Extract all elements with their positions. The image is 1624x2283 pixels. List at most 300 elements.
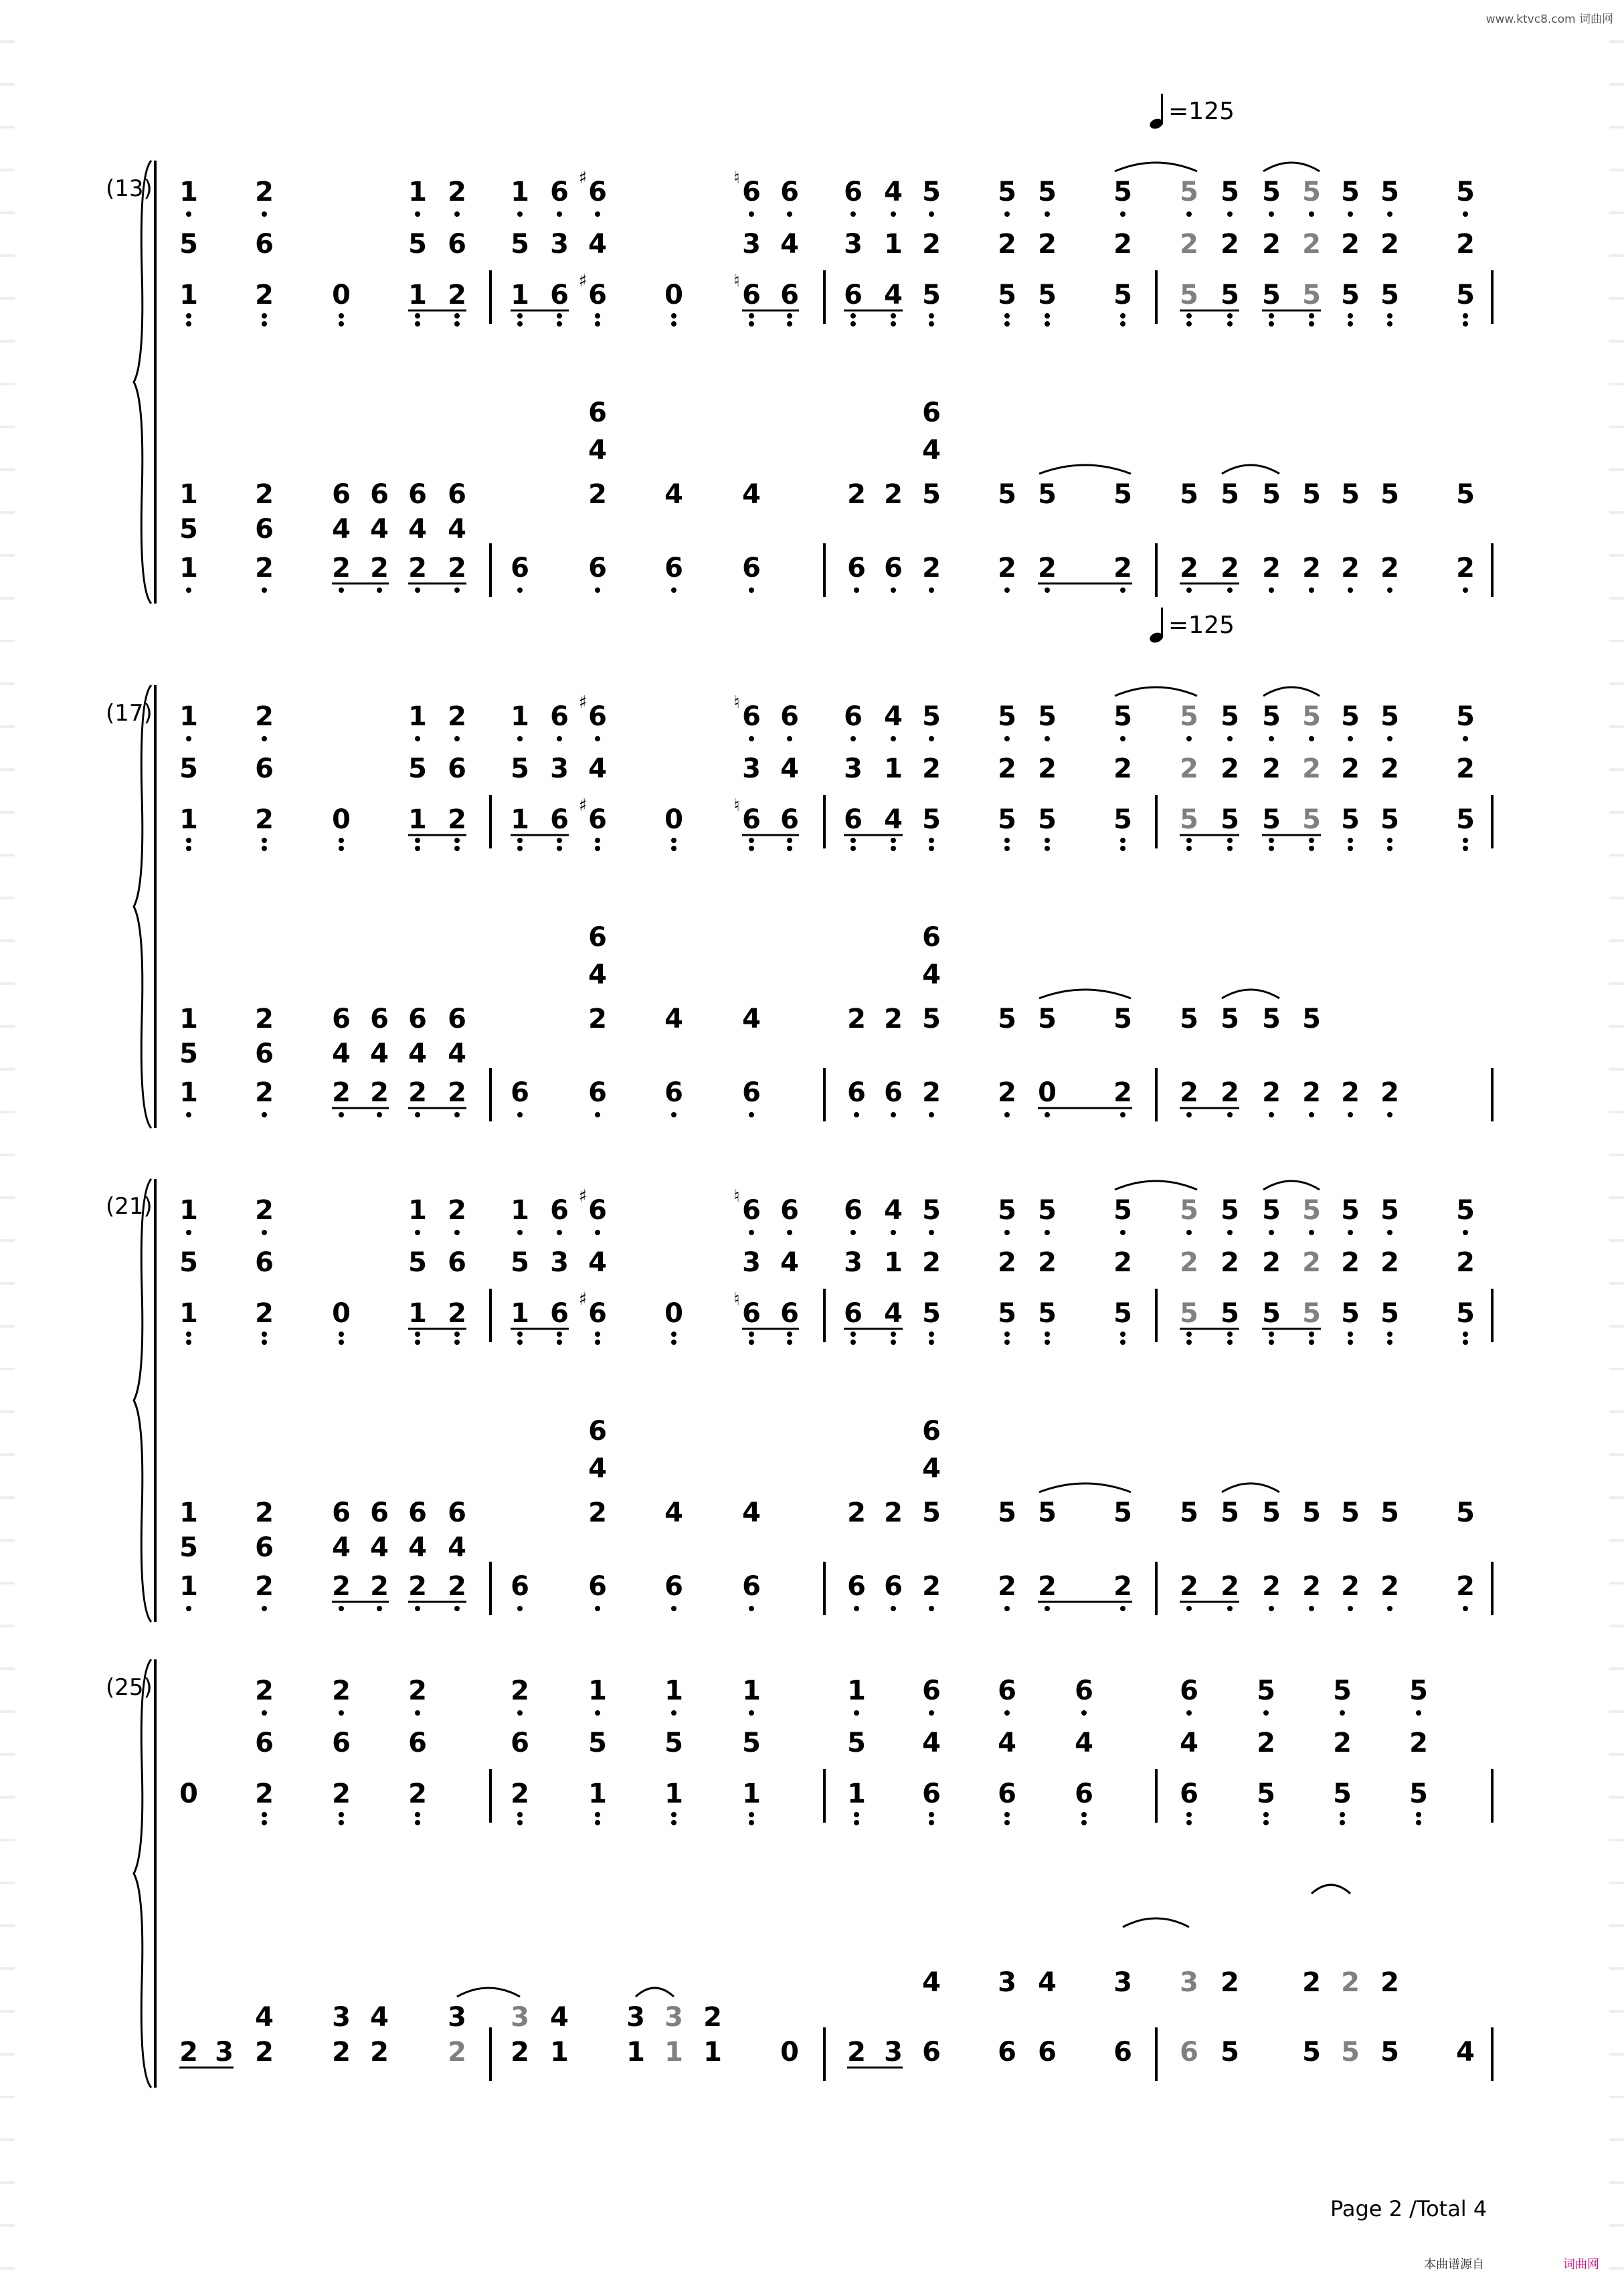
octave-dot (749, 1112, 754, 1117)
octave-dot (454, 321, 460, 327)
octave-dot (1387, 846, 1392, 851)
note-digit: 6 (844, 280, 863, 310)
octave-dot (557, 838, 562, 843)
octave-dot (1387, 838, 1392, 843)
note-digit: 5 (179, 229, 198, 260)
note-digit: 1 (511, 280, 529, 310)
note-digit: 5 (1302, 1497, 1321, 1528)
octave-dot (1227, 587, 1233, 593)
octave-dot (1387, 313, 1392, 318)
note-digit: 6 (448, 229, 466, 260)
note-digit: 6 (742, 701, 761, 732)
note-digit: 5 (1113, 1195, 1132, 1226)
octave-dot (1348, 1112, 1353, 1117)
note-digit: 5 (1221, 1004, 1239, 1034)
note-digit: 2 (1221, 1967, 1239, 1998)
octave-dot (1045, 1112, 1050, 1117)
octave-dot (1081, 1812, 1087, 1817)
octave-dot (557, 1332, 562, 1337)
octave-dot (749, 313, 754, 318)
octave-dot (1081, 1710, 1087, 1716)
octave-dot (595, 211, 600, 217)
note-digit: 2 (884, 479, 903, 510)
octave-dot (415, 838, 420, 843)
note-digit: 6 (1180, 2037, 1198, 2068)
note-digit: 2 (1380, 753, 1399, 784)
note-digit: 2 (1113, 553, 1132, 583)
octave-dot (595, 1820, 600, 1825)
note-digit: 2 (1380, 553, 1399, 583)
note-digit: 6 (998, 1675, 1016, 1706)
note-digit: 6 (588, 701, 607, 732)
note-digit: 2 (1456, 229, 1475, 260)
note-digit: 2 (1221, 229, 1239, 260)
note-digit: 0 (664, 1298, 683, 1329)
note-digit: 2 (255, 1004, 274, 1034)
octave-dot (1186, 838, 1192, 843)
note-digit: 2 (1380, 1077, 1399, 1108)
octave-dot (1269, 587, 1274, 593)
note-digit: 2 (1302, 753, 1321, 784)
note-digit: 2 (1038, 1247, 1057, 1278)
octave-dot (517, 1112, 523, 1117)
note-digit: 2 (448, 553, 466, 583)
note-digit: 4 (780, 1247, 799, 1278)
note-digit: 2 (1257, 1728, 1275, 1758)
octave-dot (262, 1340, 267, 1345)
note-digit: 2 (332, 1675, 351, 1706)
note-digit: 4 (408, 1532, 427, 1563)
octave-dot (850, 1340, 856, 1345)
note-digit: 5 (847, 1728, 866, 1758)
octave-dot (454, 736, 460, 741)
octave-dot (1004, 1112, 1010, 1117)
tie-slur (457, 1988, 520, 1997)
note-digit: 6 (922, 397, 941, 428)
note-digit: 5 (1180, 177, 1198, 207)
octave-dot (1263, 1820, 1269, 1825)
note-digit: 2 (255, 553, 274, 583)
note-digit: 2 (1380, 1571, 1399, 1602)
note-digit: 0 (179, 1778, 198, 1809)
note-digit: 2 (448, 804, 466, 835)
note-digit: 5 (1113, 479, 1132, 510)
octave-dot (595, 1606, 600, 1611)
octave-dot (850, 321, 856, 327)
note-digit: 5 (1221, 280, 1239, 310)
octave-dot (929, 1812, 934, 1817)
note-digit: 1 (550, 2037, 569, 2068)
note-digit: 5 (1380, 280, 1399, 310)
octave-dot (1227, 313, 1233, 318)
octave-dot (557, 313, 562, 318)
note-digit: 2 (847, 1004, 866, 1034)
note-digit: 5 (1180, 479, 1198, 510)
note-digit: 6 (742, 280, 761, 310)
note-digit: 5 (1456, 1195, 1475, 1226)
note-digit: 5 (1221, 1195, 1239, 1226)
note-digit: 5 (1456, 177, 1475, 207)
octave-dot (595, 1812, 600, 1817)
note-digit: 2 (1180, 1077, 1198, 1108)
system-brace (134, 685, 151, 1128)
octave-dot (671, 1332, 676, 1337)
octave-dot (1004, 1710, 1010, 1716)
note-digit: 4 (884, 804, 903, 835)
note-digit: 2 (1341, 553, 1360, 583)
octave-dot (749, 1710, 754, 1716)
octave-dot (517, 1340, 523, 1345)
octave-dot (1186, 321, 1192, 327)
note-digit: 2 (1038, 553, 1057, 583)
note-digit: 2 (255, 1675, 274, 1706)
octave-dot (415, 1820, 420, 1825)
octave-dot (929, 838, 934, 843)
octave-dot (1269, 1112, 1274, 1117)
note-digit: 5 (1341, 280, 1360, 310)
octave-dot (186, 1112, 191, 1117)
note-digit: 6 (332, 1728, 351, 1758)
octave-dot (186, 313, 191, 318)
octave-dot (1004, 313, 1010, 318)
octave-dot (595, 1230, 600, 1235)
octave-dot (454, 846, 460, 851)
octave-dot (186, 846, 191, 851)
note-digit: 6 (742, 1298, 761, 1329)
note-digit: 2 (1113, 229, 1132, 260)
octave-dot (1045, 211, 1050, 217)
note-digit: 5 (1302, 1298, 1321, 1329)
note-digit: 5 (1456, 1497, 1475, 1528)
octave-dot (1045, 313, 1050, 318)
sharp-sign: ♯ (578, 693, 588, 713)
octave-dot (1387, 736, 1392, 741)
note-digit: 4 (742, 1004, 761, 1034)
octave-dot (1348, 1230, 1353, 1235)
tie-slur (1039, 465, 1131, 474)
sharp-sign: ♯ (578, 1289, 588, 1309)
note-digit: 2 (1333, 1728, 1352, 1758)
octave-dot (1186, 1710, 1192, 1716)
octave-dot (1269, 1332, 1274, 1337)
note-digit: 6 (588, 1195, 607, 1226)
note-digit: 6 (550, 1195, 569, 1226)
note-digit: 5 (1221, 1497, 1239, 1528)
octave-dot (517, 846, 523, 851)
note-digit: 1 (179, 280, 198, 310)
octave-dot (787, 321, 792, 327)
note-digit: 5 (1180, 1004, 1198, 1034)
octave-dot (1348, 736, 1353, 741)
octave-dot (787, 1332, 792, 1337)
octave-dot (854, 1710, 859, 1716)
octave-dot (850, 736, 856, 741)
note-digit: 6 (255, 1247, 274, 1278)
note-digit: 2 (1262, 1247, 1281, 1278)
octave-dot (595, 1112, 600, 1117)
octave-dot (377, 587, 382, 593)
note-digit: 2 (1302, 1077, 1321, 1108)
octave-dot (1463, 846, 1468, 851)
octave-dot (929, 1820, 934, 1825)
octave-dot (377, 1112, 382, 1117)
note-digit: 2 (847, 479, 866, 510)
note-digit: 5 (1380, 1195, 1399, 1226)
octave-dot (671, 1112, 676, 1117)
octave-dot (1463, 587, 1468, 593)
note-digit: 2 (255, 701, 274, 732)
octave-dot (787, 846, 792, 851)
octave-dot (1309, 211, 1314, 217)
sharp-sign: ♯ (578, 796, 588, 816)
octave-dot (1186, 313, 1192, 318)
octave-dot (1416, 1820, 1421, 1825)
note-digit: 6 (847, 1571, 866, 1602)
note-digit: 2 (255, 1571, 274, 1602)
octave-dot (339, 846, 344, 851)
note-digit: 4 (884, 280, 903, 310)
octave-dot (262, 736, 267, 741)
octave-dot (517, 1606, 523, 1611)
octave-dot (854, 1606, 859, 1611)
note-digit: 5 (1113, 1004, 1132, 1034)
octave-dot (262, 587, 267, 593)
page-indicator: Page 2 /Total 4 (1330, 2196, 1487, 2221)
note-digit: 3 (844, 1247, 863, 1278)
note-digit: 6 (255, 1038, 274, 1069)
octave-dot (850, 211, 856, 217)
octave-dot (891, 321, 896, 327)
note-digit: 2 (370, 1571, 389, 1602)
note-digit: 2 (884, 1497, 903, 1528)
octave-dot (1004, 1230, 1010, 1235)
note-digit: 6 (998, 1778, 1016, 1809)
note-digit: 2 (1262, 1571, 1281, 1602)
note-digit: 2 (922, 1247, 941, 1278)
octave-dot (517, 1332, 523, 1337)
note-digit: 4 (1456, 2037, 1475, 2068)
note-digit: 3 (332, 2002, 351, 2033)
note-digit: 6 (588, 1298, 607, 1329)
note-digit: 5 (1302, 1195, 1321, 1226)
octave-dot (1387, 1332, 1392, 1337)
note-digit: 2 (448, 1077, 466, 1108)
octave-dot (1004, 846, 1010, 851)
octave-dot (929, 736, 934, 741)
note-digit: 2 (332, 2037, 351, 2068)
note-digit: 6 (664, 1077, 683, 1108)
note-digit: 1 (511, 1195, 529, 1226)
octave-dot (262, 1230, 267, 1235)
note-digit: 6 (255, 229, 274, 260)
octave-dot (1045, 736, 1050, 741)
note-digit: 2 (370, 1077, 389, 1108)
octave-dot (1186, 1340, 1192, 1345)
octave-dot (517, 587, 523, 593)
octave-dot (517, 838, 523, 843)
octave-dot (339, 1332, 344, 1337)
octave-dot (1416, 1710, 1421, 1716)
octave-dot (1227, 1230, 1233, 1235)
octave-dot (1120, 587, 1125, 593)
system-brace (134, 161, 151, 604)
octave-dot (262, 1812, 267, 1817)
note-digit: 2 (1221, 553, 1239, 583)
note-digit: 1 (588, 1675, 607, 1706)
octave-dot (1186, 587, 1192, 593)
octave-dot (595, 736, 600, 741)
note-digit: 6 (664, 553, 683, 583)
octave-dot (262, 1112, 267, 1117)
note-digit: 6 (588, 280, 607, 310)
note-digit: 3 (550, 229, 569, 260)
note-digit: 4 (1075, 1728, 1093, 1758)
octave-dot (1309, 1606, 1314, 1611)
note-digit: 5 (922, 1298, 941, 1329)
note-digit: 5 (1257, 1675, 1275, 1706)
note-digit: 6 (588, 1077, 607, 1108)
tie-slur (1263, 163, 1320, 171)
note-digit: 1 (626, 2037, 645, 2068)
octave-dot (1004, 1820, 1010, 1825)
note-digit: 5 (511, 753, 529, 784)
octave-dot (787, 838, 792, 843)
note-digit: 2 (1380, 229, 1399, 260)
octave-dot (1120, 838, 1125, 843)
octave-dot (1045, 838, 1050, 843)
note-digit: 6 (847, 553, 866, 583)
note-digit: 5 (1341, 1298, 1360, 1329)
note-digit: 6 (844, 701, 863, 732)
octave-dot (850, 1230, 856, 1235)
note-digit: 1 (179, 177, 198, 207)
octave-dot (749, 1812, 754, 1817)
octave-dot (1186, 211, 1192, 217)
note-digit: 1 (408, 1195, 427, 1226)
note-digit: 3 (1180, 1967, 1198, 1998)
note-digit: 4 (884, 1195, 903, 1226)
octave-dot (1227, 1606, 1233, 1611)
octave-dot (1348, 313, 1353, 318)
note-digit: 2 (922, 1571, 941, 1602)
octave-dot (929, 1606, 934, 1611)
octave-dot (186, 1230, 191, 1235)
note-digit: 5 (998, 701, 1016, 732)
octave-dot (1348, 1340, 1353, 1345)
note-digit: 6 (588, 1571, 607, 1602)
octave-dot (929, 1340, 934, 1345)
note-digit: 6 (1180, 1778, 1198, 1809)
octave-dot (1309, 321, 1314, 327)
octave-dot (517, 313, 523, 318)
note-digit: 4 (588, 1453, 607, 1484)
note-digit: 2 (448, 1195, 466, 1226)
note-digit: 2 (1409, 1728, 1428, 1758)
note-digit: 2 (1341, 1571, 1360, 1602)
octave-dot (454, 1340, 460, 1345)
note-digit: 2 (1180, 229, 1198, 260)
note-digit: 1 (408, 804, 427, 835)
octave-dot (339, 1812, 344, 1817)
note-digit: 6 (922, 922, 941, 953)
note-digit: 2 (408, 1077, 427, 1108)
octave-dot (262, 1606, 267, 1611)
note-digit: 5 (1262, 177, 1281, 207)
octave-dot (749, 838, 754, 843)
note-digit: 5 (1456, 280, 1475, 310)
note-digit: 5 (1409, 1675, 1428, 1706)
note-digit: 1 (511, 177, 529, 207)
octave-dot (671, 1820, 676, 1825)
note-digit: 2 (332, 1778, 351, 1809)
octave-dot (1463, 736, 1468, 741)
note-digit: 5 (1380, 479, 1399, 510)
octave-dot (787, 736, 792, 741)
note-digit: 6 (448, 753, 466, 784)
note-digit: 0 (1038, 1077, 1057, 1108)
note-digit: 6 (370, 1004, 389, 1034)
octave-dot (1463, 1606, 1468, 1611)
note-digit: 3 (448, 2002, 466, 2033)
note-digit: 5 (922, 479, 941, 510)
note-digit: 6 (588, 177, 607, 207)
note-digit: 5 (1113, 804, 1132, 835)
note-digit: 1 (742, 1778, 761, 1809)
octave-dot (1340, 1820, 1345, 1825)
tie-slur (1222, 465, 1279, 474)
note-digit: 2 (998, 753, 1016, 784)
octave-dot (891, 838, 896, 843)
tie-slur (1115, 1181, 1197, 1190)
octave-dot (1348, 1332, 1353, 1337)
octave-dot (415, 587, 420, 593)
octave-dot (1309, 1340, 1314, 1345)
octave-dot (1387, 1112, 1392, 1117)
natural-sign: ♮ (733, 796, 740, 816)
octave-dot (1340, 1812, 1345, 1817)
note-digit: 4 (370, 1038, 389, 1069)
octave-dot (339, 313, 344, 318)
note-digit: 2 (922, 229, 941, 260)
natural-sign: ♮ (733, 1289, 740, 1309)
tie-slur (1039, 990, 1131, 998)
note-digit: 1 (884, 229, 903, 260)
note-digit: 4 (588, 435, 607, 466)
note-digit: 4 (588, 1247, 607, 1278)
note-digit: 5 (1456, 804, 1475, 835)
note-digit: 3 (550, 753, 569, 784)
note-digit: 6 (550, 701, 569, 732)
octave-dot (1004, 1332, 1010, 1337)
note-digit: 5 (1180, 280, 1198, 310)
note-digit: 2 (1341, 753, 1360, 784)
note-digit: 5 (998, 1298, 1016, 1329)
octave-dot (1263, 1812, 1269, 1817)
octave-dot (787, 1340, 792, 1345)
octave-dot (749, 321, 754, 327)
octave-dot (377, 1606, 382, 1611)
octave-dot (850, 1332, 856, 1337)
note-digit: 0 (332, 804, 351, 835)
note-digit: 2 (998, 553, 1016, 583)
note-digit: 5 (742, 1728, 761, 1758)
note-digit: 5 (408, 753, 427, 784)
octave-dot (929, 313, 934, 318)
note-digit: 5 (1262, 804, 1281, 835)
note-digit: 2 (1113, 1571, 1132, 1602)
note-digit: 5 (1380, 1298, 1399, 1329)
note-digit: 2 (332, 553, 351, 583)
